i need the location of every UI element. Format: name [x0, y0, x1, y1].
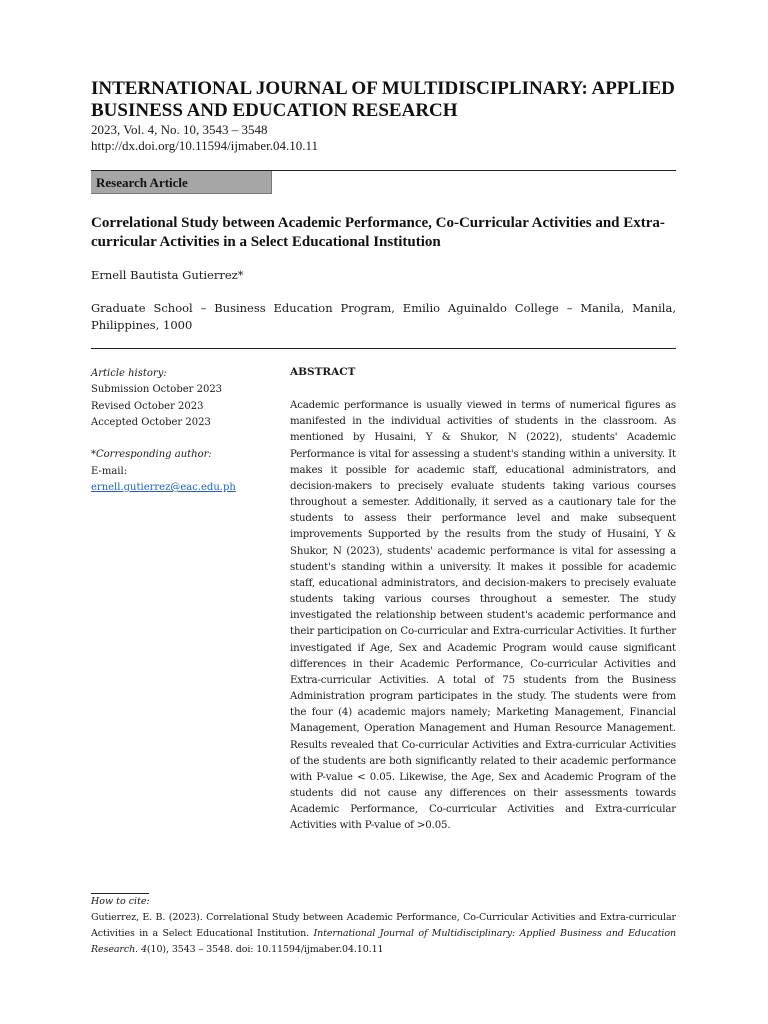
section-divider: [91, 348, 676, 349]
author-email-link[interactable]: ernell.gutierrez@eac.edu.ph: [91, 482, 236, 494]
citation-label: How to cite:: [91, 896, 150, 907]
abstract-heading: ABSTRACT: [290, 366, 356, 378]
email-label: E-mail:: [91, 465, 128, 477]
history-accepted: Accepted October 2023: [91, 416, 211, 428]
article-type-label: Research Article: [96, 175, 188, 190]
author-affiliation: Graduate School – Business Education Program, Emilio Aguinaldo College – Manila, Manila, Philippines, 1000: [91, 301, 676, 332]
journal-title: INTERNATIONAL JOURNAL OF MULTIDISCIPLINARY: APPLIED BUSINESS AND EDUCATION RESEARCH: [91, 78, 675, 121]
journal-meta: [91, 122, 318, 154]
history-revised: Revised October 2023: [91, 400, 204, 412]
history-submission: Submission October 2023: [91, 384, 223, 396]
journal-issue: 2023, Vol. 4, No. 10, 3543 – 3548: [91, 122, 268, 137]
citation-journal: International Journal of Multidisciplinary: Applied Business and Education Research. 4: [91, 928, 677, 955]
citation-part2: (10), 3543 – 3548. doi: 10.11594/ijmaber.04.10.11: [146, 944, 384, 955]
journal-doi: http://dx.doi.org/10.11594/ijmaber.04.10.11: [91, 138, 319, 153]
citation-part1: Gutierrez, E. B. (2023). Correlational Study between Academic Performance, Co-Curricular Activities and Extra-curricular Activities in a Select Educational Institution.: [91, 912, 676, 939]
history-label: Article history:: [91, 368, 167, 379]
abstract-body: Academic performance is usually viewed in terms of numerical figures as manifested in the individual activities of students in the classroom. As mentioned by Husaini, Y & Shukor, N (2022), students' Academic Performance is vital for assessing a student's standing within a university. It makes it possible for academic staff, educational administrators, and decision-makers to precisely evaluate students taking various courses throughout a semester. Additionally, it served as a cautionary tale for the students to assess their performance level and make subsequent improvements Supported by the results from the study of Husaini, Y & Shukor, N (2023), students' academic performance is vital for assessing a student's standing within a university. It makes it possible for academic staff, educational administrators, and decision-makers to precisely evaluate students taking various courses throughout a semester. The study investigated the relationship between student's academic performance and their participation on Co-curricular and Extra-curricular Activities. It further investigated if Age, Sex and Academic Program would cause significant differences in their Academic Performance, Co-curricular Activities and Extra-curricular Activities. A total of 75 students from the Business Administration program participates in the study. The students were from the four (4) academic majors namely; Marketing Management, Financial Management, Operation Management and Human Resource Management. Results revealed that Co-curricular Activities and Extra-curricular Activities of the students are both significantly related to their academic performance with P-value < 0.05. Likewise, the Age, Sex and Academic Program of the students did not cause any differences on their assessments towards Academic Performance, Co-curricular Activities and Extra-curricular Activities with P-value of >0.05.: [290, 400, 676, 832]
article-type-badge: [91, 171, 272, 194]
paper-title: Correlational Study between Academic Performance, Co-Curricular Activities and Extra-curricular Activities in a Select Educational Institution: [91, 215, 665, 250]
article-history-panel: [91, 366, 271, 496]
citation-text: [91, 910, 676, 958]
corresponding-author-label: *Corresponding author:: [91, 449, 212, 461]
author-name: Ernell Bautista Gutierrez*: [91, 268, 244, 282]
citation-divider: [91, 893, 149, 894]
